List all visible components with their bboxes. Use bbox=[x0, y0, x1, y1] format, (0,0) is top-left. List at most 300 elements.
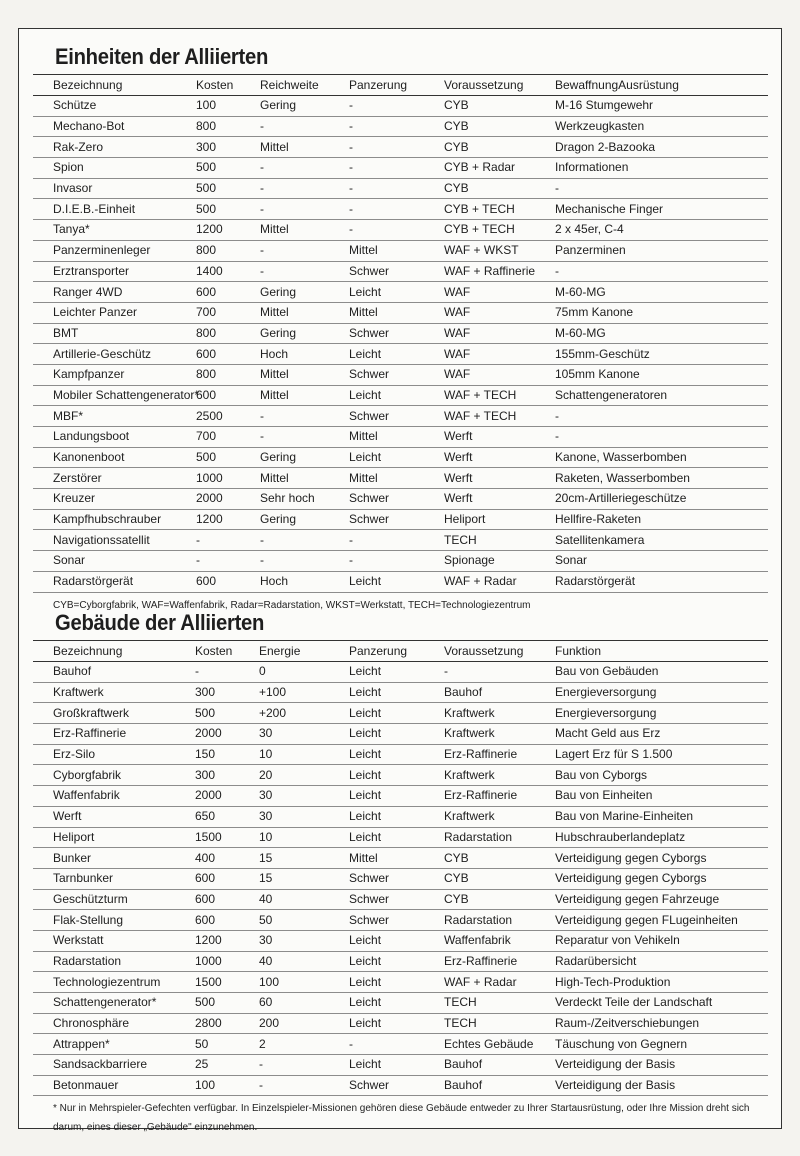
table-cell: Leicht bbox=[329, 682, 424, 703]
table-cell: 500 bbox=[176, 199, 240, 220]
table-cell: - bbox=[329, 116, 424, 137]
table-cell: Energieversorgung bbox=[535, 703, 768, 724]
table-cell: Verteidigung gegen Cyborgs bbox=[535, 848, 768, 869]
table-cell: CYB bbox=[424, 137, 535, 158]
buildings-title: Gebäude der Alliierten bbox=[55, 610, 265, 635]
table-cell: Radarstation bbox=[33, 951, 175, 972]
table-cell: Bau von Cyborgs bbox=[535, 765, 768, 786]
table-cell: Werft bbox=[424, 489, 535, 510]
table-cell: - bbox=[240, 427, 329, 448]
table-row bbox=[33, 158, 768, 179]
table-cell: Schwer bbox=[329, 868, 424, 889]
table-cell: 400 bbox=[175, 848, 239, 869]
table-row bbox=[33, 96, 768, 117]
table-cell: - bbox=[240, 240, 329, 261]
table-cell: Mittel bbox=[329, 240, 424, 261]
table-cell: Schattengeneratoren bbox=[535, 385, 768, 406]
buildings-table bbox=[33, 640, 768, 1096]
table-cell: Mittel bbox=[240, 385, 329, 406]
table-cell: 600 bbox=[175, 889, 239, 910]
units-title: Einheiten der Alliierten bbox=[55, 44, 269, 69]
table-cell: Verteidigung gegen Fahrzeuge bbox=[535, 889, 768, 910]
table-cell: Mittel bbox=[329, 468, 424, 489]
table-cell: Leicht bbox=[329, 806, 424, 827]
table-cell: Werft bbox=[424, 468, 535, 489]
table-cell: Großkraftwerk bbox=[33, 703, 175, 724]
table-cell: 2000 bbox=[175, 724, 239, 745]
table-cell: Werft bbox=[424, 447, 535, 468]
table-cell: - bbox=[239, 1075, 329, 1096]
table-cell: Werft bbox=[424, 427, 535, 448]
table-cell: 800 bbox=[176, 116, 240, 137]
column-header: Funktion bbox=[535, 641, 768, 662]
table-cell: 75mm Kanone bbox=[535, 302, 768, 323]
table-cell: Hubschrauberlandeplatz bbox=[535, 827, 768, 848]
table-cell: - bbox=[239, 1055, 329, 1076]
table-row bbox=[33, 344, 768, 365]
table-cell: Kraftwerk bbox=[33, 682, 175, 703]
table-cell: 30 bbox=[239, 724, 329, 745]
table-cell: WAF + Raffinerie bbox=[424, 261, 535, 282]
table-row bbox=[33, 282, 768, 303]
table-cell: Landungsboot bbox=[33, 427, 176, 448]
table-cell: 20 bbox=[239, 765, 329, 786]
table-cell: 600 bbox=[176, 344, 240, 365]
table-cell: - bbox=[176, 530, 240, 551]
table-row bbox=[33, 427, 768, 448]
table-cell: - bbox=[240, 406, 329, 427]
table-cell: Gering bbox=[240, 282, 329, 303]
table-cell: M-60-MG bbox=[535, 282, 768, 303]
table-cell: Mittel bbox=[329, 848, 424, 869]
table-cell: - bbox=[240, 178, 329, 199]
table-row bbox=[33, 137, 768, 158]
table-cell: Leicht bbox=[329, 827, 424, 848]
table-cell: 40 bbox=[239, 951, 329, 972]
table-cell: Bauhof bbox=[424, 682, 535, 703]
table-cell: Erz-Raffinerie bbox=[33, 724, 175, 745]
table-row bbox=[33, 489, 768, 510]
table-cell: 100 bbox=[239, 972, 329, 993]
table-cell: - bbox=[329, 178, 424, 199]
table-cell: Energieversorgung bbox=[535, 682, 768, 703]
table-cell: 650 bbox=[175, 806, 239, 827]
table-row bbox=[33, 972, 768, 993]
table-cell: - bbox=[329, 551, 424, 572]
table-cell: 600 bbox=[176, 282, 240, 303]
table-cell: 1200 bbox=[176, 220, 240, 241]
table-cell: +200 bbox=[239, 703, 329, 724]
table-cell: Verteidigung gegen FLugeinheiten bbox=[535, 910, 768, 931]
table-cell: Mittel bbox=[240, 302, 329, 323]
table-cell: 2000 bbox=[176, 489, 240, 510]
table-cell: Gering bbox=[240, 96, 329, 117]
table-cell: Verteidigung der Basis bbox=[535, 1075, 768, 1096]
table-cell: Informationen bbox=[535, 158, 768, 179]
units-footnote: CYB=Cyborgfabrik, WAF=Waffenfabrik, Radar=Radarstation, WKST=Werkstatt, TECH=Technologiezentrum bbox=[53, 599, 531, 611]
buildings-footnote: * Nur in Mehrspieler-Gefechten verfügbar. In Einzelspieler-Missionen gehören diese Gebäude entweder zu Ihrer Startausrüstung, oder Ihre Mission dreht sich darum, eines dieser „Gebäude" einzunehmen. bbox=[53, 1103, 750, 1134]
table-cell: Ranger 4WD bbox=[33, 282, 176, 303]
table-cell: Kanonenboot bbox=[33, 447, 176, 468]
table-cell: Leicht bbox=[329, 447, 424, 468]
table-cell: - bbox=[535, 427, 768, 448]
table-cell: 2 bbox=[239, 1034, 329, 1055]
table-cell: Navigationssatellit bbox=[33, 530, 176, 551]
table-cell: Leicht bbox=[329, 662, 424, 683]
table-cell: Verteidigung der Basis bbox=[535, 1055, 768, 1076]
table-cell: - bbox=[175, 662, 239, 683]
table-cell: Bauhof bbox=[424, 1075, 535, 1096]
table-cell: Dragon 2-Bazooka bbox=[535, 137, 768, 158]
table-cell: Zerstörer bbox=[33, 468, 176, 489]
table-cell: 700 bbox=[176, 302, 240, 323]
table-cell: 1500 bbox=[175, 972, 239, 993]
table-cell: Raketen, Wasserbomben bbox=[535, 468, 768, 489]
table-cell: - bbox=[329, 96, 424, 117]
table-cell: Sonar bbox=[535, 551, 768, 572]
table-cell: 600 bbox=[176, 571, 240, 592]
table-cell: 700 bbox=[176, 427, 240, 448]
table-cell: Lagert Erz für S 1.500 bbox=[535, 744, 768, 765]
table-cell: Radarstation bbox=[424, 910, 535, 931]
table-cell: Hoch bbox=[240, 344, 329, 365]
buildings-header-row bbox=[33, 641, 768, 662]
table-row bbox=[33, 116, 768, 137]
table-cell: 300 bbox=[175, 765, 239, 786]
table-cell: Mechanische Finger bbox=[535, 199, 768, 220]
table-cell: 40 bbox=[239, 889, 329, 910]
column-header: Kosten bbox=[175, 641, 239, 662]
table-cell: Spion bbox=[33, 158, 176, 179]
table-row bbox=[33, 261, 768, 282]
table-cell: WAF + WKST bbox=[424, 240, 535, 261]
table-cell: Hellfire-Raketen bbox=[535, 509, 768, 530]
table-cell: 2000 bbox=[175, 786, 239, 807]
table-cell: 300 bbox=[175, 682, 239, 703]
table-row bbox=[33, 993, 768, 1014]
table-cell: D.I.E.B.-Einheit bbox=[33, 199, 176, 220]
column-header: Bezeichnung bbox=[33, 641, 175, 662]
table-cell: 600 bbox=[175, 868, 239, 889]
table-cell: Heliport bbox=[33, 827, 175, 848]
table-cell: +100 bbox=[239, 682, 329, 703]
column-header: Panzerung bbox=[329, 75, 424, 96]
table-row bbox=[33, 323, 768, 344]
table-cell: Rak-Zero bbox=[33, 137, 176, 158]
table-cell: Radarstörgerät bbox=[33, 571, 176, 592]
table-cell: 2 x 45er, C-4 bbox=[535, 220, 768, 241]
table-cell: Schwer bbox=[329, 509, 424, 530]
table-cell: 105mm Kanone bbox=[535, 364, 768, 385]
table-cell: - bbox=[240, 551, 329, 572]
table-cell: - bbox=[424, 662, 535, 683]
table-cell: Leicht bbox=[329, 344, 424, 365]
table-cell: Leicht bbox=[329, 724, 424, 745]
table-cell: 15 bbox=[239, 848, 329, 869]
table-cell: CYB + Radar bbox=[424, 158, 535, 179]
table-cell: Verteidigung gegen Cyborgs bbox=[535, 868, 768, 889]
table-cell: Panzerminen bbox=[535, 240, 768, 261]
table-cell: CYB + TECH bbox=[424, 220, 535, 241]
table-cell: Werft bbox=[33, 806, 175, 827]
table-cell: 10 bbox=[239, 744, 329, 765]
table-cell: 1000 bbox=[175, 951, 239, 972]
table-cell: CYB bbox=[424, 868, 535, 889]
table-cell: Mechano-Bot bbox=[33, 116, 176, 137]
table-row bbox=[33, 765, 768, 786]
table-cell: WAF bbox=[424, 282, 535, 303]
table-cell: - bbox=[329, 1034, 424, 1055]
table-row bbox=[33, 786, 768, 807]
units-header-row bbox=[33, 75, 768, 96]
table-cell: Technologiezentrum bbox=[33, 972, 175, 993]
table-cell: Schwer bbox=[329, 364, 424, 385]
table-cell: Erz-Silo bbox=[33, 744, 175, 765]
table-cell: - bbox=[329, 220, 424, 241]
table-cell: Waffenfabrik bbox=[424, 930, 535, 951]
table-cell: Kraftwerk bbox=[424, 724, 535, 745]
table-cell: Bau von Gebäuden bbox=[535, 662, 768, 683]
table-row bbox=[33, 364, 768, 385]
table-row bbox=[33, 302, 768, 323]
table-cell: Betonmauer bbox=[33, 1075, 175, 1096]
table-cell: - bbox=[240, 530, 329, 551]
table-cell: 600 bbox=[176, 385, 240, 406]
table-row bbox=[33, 806, 768, 827]
table-cell: Schütze bbox=[33, 96, 176, 117]
table-row bbox=[33, 868, 768, 889]
table-cell: Mittel bbox=[240, 364, 329, 385]
table-row bbox=[33, 406, 768, 427]
table-cell: 1000 bbox=[176, 468, 240, 489]
table-cell: Sandsackbarriere bbox=[33, 1055, 175, 1076]
table-cell: - bbox=[329, 137, 424, 158]
table-cell: Radarstörgerät bbox=[535, 571, 768, 592]
table-cell: Bau von Einheiten bbox=[535, 786, 768, 807]
table-row bbox=[33, 509, 768, 530]
table-cell: Schwer bbox=[329, 323, 424, 344]
table-cell: Attrappen* bbox=[33, 1034, 175, 1055]
table-cell: 600 bbox=[175, 910, 239, 931]
table-row bbox=[33, 724, 768, 745]
table-cell: 500 bbox=[176, 178, 240, 199]
buildings-table-body bbox=[33, 662, 768, 1096]
table-cell: Kreuzer bbox=[33, 489, 176, 510]
table-cell: Schattengenerator* bbox=[33, 993, 175, 1014]
table-cell: 1200 bbox=[175, 930, 239, 951]
table-row bbox=[33, 744, 768, 765]
table-cell: Verdeckt Teile der Landschaft bbox=[535, 993, 768, 1014]
table-row bbox=[33, 178, 768, 199]
table-row bbox=[33, 682, 768, 703]
table-cell: Leicht bbox=[329, 571, 424, 592]
table-cell: Sonar bbox=[33, 551, 176, 572]
table-cell: WAF + TECH bbox=[424, 385, 535, 406]
table-cell: 20cm-Artilleriegeschütze bbox=[535, 489, 768, 510]
table-cell: Heliport bbox=[424, 509, 535, 530]
units-section bbox=[33, 40, 768, 614]
table-row bbox=[33, 530, 768, 551]
table-cell: Schwer bbox=[329, 889, 424, 910]
table-cell: Waffenfabrik bbox=[33, 786, 175, 807]
table-cell: 200 bbox=[239, 1013, 329, 1034]
table-cell: WAF bbox=[424, 344, 535, 365]
table-cell: WAF + Radar bbox=[424, 571, 535, 592]
table-cell: Kraftwerk bbox=[424, 806, 535, 827]
column-header: Kosten bbox=[176, 75, 240, 96]
table-cell: Erztransporter bbox=[33, 261, 176, 282]
table-cell: Echtes Gebäude bbox=[424, 1034, 535, 1055]
table-cell: 500 bbox=[176, 158, 240, 179]
table-cell: Schwer bbox=[329, 489, 424, 510]
table-cell: Raum-/Zeitverschiebungen bbox=[535, 1013, 768, 1034]
table-row bbox=[33, 447, 768, 468]
table-cell: - bbox=[535, 178, 768, 199]
table-cell: Leicht bbox=[329, 1055, 424, 1076]
column-header: Energie bbox=[239, 641, 329, 662]
table-cell: CYB bbox=[424, 848, 535, 869]
table-cell: M-60-MG bbox=[535, 323, 768, 344]
table-cell: Invasor bbox=[33, 178, 176, 199]
table-cell: - bbox=[240, 261, 329, 282]
table-cell: 1200 bbox=[176, 509, 240, 530]
table-cell: 300 bbox=[176, 137, 240, 158]
table-cell: Erz-Raffinerie bbox=[424, 786, 535, 807]
table-cell: Leicht bbox=[329, 951, 424, 972]
table-cell: WAF bbox=[424, 302, 535, 323]
table-cell: Gering bbox=[240, 323, 329, 344]
table-cell: CYB bbox=[424, 178, 535, 199]
table-cell: TECH bbox=[424, 1013, 535, 1034]
table-cell: - bbox=[240, 158, 329, 179]
table-cell: Täuschung von Gegnern bbox=[535, 1034, 768, 1055]
table-row bbox=[33, 930, 768, 951]
table-cell: Leicht bbox=[329, 385, 424, 406]
table-cell: Leicht bbox=[329, 765, 424, 786]
table-row bbox=[33, 385, 768, 406]
table-cell: Tarnbunker bbox=[33, 868, 175, 889]
table-cell: Kanone, Wasserbomben bbox=[535, 447, 768, 468]
table-cell: - bbox=[176, 551, 240, 572]
table-cell: BMT bbox=[33, 323, 176, 344]
table-cell: Cyborgfabrik bbox=[33, 765, 175, 786]
table-cell: Erz-Raffinerie bbox=[424, 744, 535, 765]
table-cell: 100 bbox=[176, 96, 240, 117]
table-cell: Werkstatt bbox=[33, 930, 175, 951]
table-cell: Schwer bbox=[329, 261, 424, 282]
table-cell: Kraftwerk bbox=[424, 765, 535, 786]
table-row bbox=[33, 571, 768, 592]
table-row bbox=[33, 703, 768, 724]
table-row bbox=[33, 848, 768, 869]
table-cell: CYB bbox=[424, 116, 535, 137]
table-cell: Schwer bbox=[329, 1075, 424, 1096]
table-cell: 0 bbox=[239, 662, 329, 683]
table-cell: 1400 bbox=[176, 261, 240, 282]
table-cell: CYB bbox=[424, 96, 535, 117]
table-cell: 500 bbox=[176, 447, 240, 468]
table-cell: TECH bbox=[424, 993, 535, 1014]
table-cell: Erz-Raffinerie bbox=[424, 951, 535, 972]
table-row bbox=[33, 551, 768, 572]
table-row bbox=[33, 1055, 768, 1076]
table-cell: Schwer bbox=[329, 910, 424, 931]
table-cell: TECH bbox=[424, 530, 535, 551]
table-row bbox=[33, 468, 768, 489]
table-cell: 15 bbox=[239, 868, 329, 889]
table-cell: Mittel bbox=[329, 302, 424, 323]
table-cell: Kampfpanzer bbox=[33, 364, 176, 385]
table-row bbox=[33, 1034, 768, 1055]
table-cell: 30 bbox=[239, 806, 329, 827]
table-cell: 60 bbox=[239, 993, 329, 1014]
table-cell: WAF + Radar bbox=[424, 972, 535, 993]
table-cell: CYB + TECH bbox=[424, 199, 535, 220]
table-cell: 30 bbox=[239, 786, 329, 807]
table-row bbox=[33, 889, 768, 910]
table-cell: CYB bbox=[424, 889, 535, 910]
table-row bbox=[33, 910, 768, 931]
table-cell: Leicht bbox=[329, 972, 424, 993]
table-cell: - bbox=[329, 199, 424, 220]
table-cell: Spionage bbox=[424, 551, 535, 572]
table-cell: 800 bbox=[176, 240, 240, 261]
column-header: Voraussetzung bbox=[424, 641, 535, 662]
table-cell: 500 bbox=[175, 703, 239, 724]
table-cell: Werkzeugkasten bbox=[535, 116, 768, 137]
table-cell: 100 bbox=[175, 1075, 239, 1096]
table-cell: Leicht bbox=[329, 703, 424, 724]
buildings-section bbox=[33, 606, 768, 1137]
table-cell: Artillerie-Geschütz bbox=[33, 344, 176, 365]
table-cell: Tanya* bbox=[33, 220, 176, 241]
table-cell: Bau von Marine-Einheiten bbox=[535, 806, 768, 827]
table-cell: 10 bbox=[239, 827, 329, 848]
table-cell: Leicht bbox=[329, 993, 424, 1014]
table-cell: Panzerminenleger bbox=[33, 240, 176, 261]
table-cell: WAF bbox=[424, 364, 535, 385]
table-cell: Leicht bbox=[329, 930, 424, 951]
table-cell: Flak-Stellung bbox=[33, 910, 175, 931]
table-cell: 500 bbox=[175, 993, 239, 1014]
table-row bbox=[33, 1013, 768, 1034]
column-header: Reichweite bbox=[240, 75, 329, 96]
table-cell: Mobiler Schattengenerator* bbox=[33, 385, 176, 406]
table-cell: Leicht bbox=[329, 282, 424, 303]
table-cell: Mittel bbox=[240, 137, 329, 158]
table-cell: 800 bbox=[176, 364, 240, 385]
table-cell: High-Tech-Produktion bbox=[535, 972, 768, 993]
table-cell: WAF bbox=[424, 323, 535, 344]
table-cell: Leicht bbox=[329, 786, 424, 807]
table-cell: M-16 Stumgewehr bbox=[535, 96, 768, 117]
table-cell: Mittel bbox=[329, 427, 424, 448]
table-cell: WAF + TECH bbox=[424, 406, 535, 427]
table-cell: Mittel bbox=[240, 468, 329, 489]
table-row bbox=[33, 240, 768, 261]
table-row bbox=[33, 199, 768, 220]
table-cell: 50 bbox=[175, 1034, 239, 1055]
table-cell: Bauhof bbox=[33, 662, 175, 683]
table-cell: Radarübersicht bbox=[535, 951, 768, 972]
table-cell: Leicht bbox=[329, 1013, 424, 1034]
table-cell: Gering bbox=[240, 509, 329, 530]
table-cell: 800 bbox=[176, 323, 240, 344]
table-cell: 25 bbox=[175, 1055, 239, 1076]
table-cell: Leicht bbox=[329, 744, 424, 765]
table-cell: Kraftwerk bbox=[424, 703, 535, 724]
table-cell: 155mm-Geschütz bbox=[535, 344, 768, 365]
